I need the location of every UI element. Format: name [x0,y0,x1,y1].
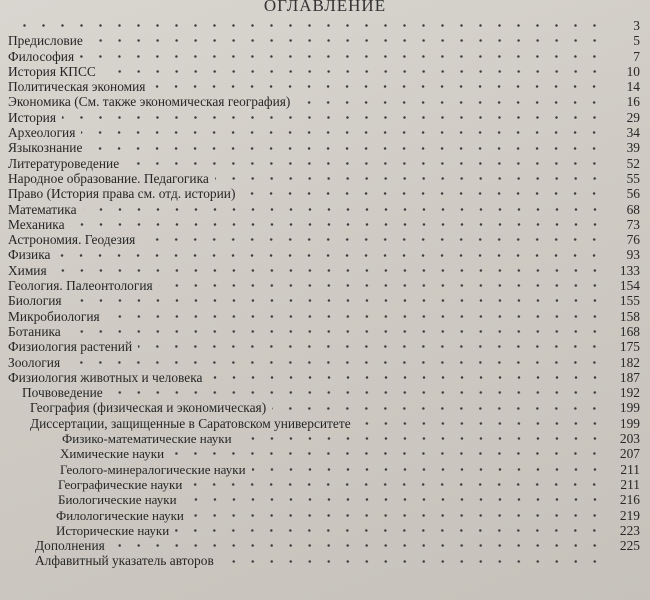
toc-row [0,523,650,538]
toc-page-number: 223 [619,522,640,538]
toc-entry-label: Филологические науки [56,507,184,523]
toc-row [0,309,650,324]
dot-leader [11,24,604,27]
toc-page-number: 14 [626,79,640,95]
toc-page-number: 219 [619,507,640,523]
toc-row [0,64,650,79]
page-title: ОГЛАВЛЕНИЕ [263,0,387,15]
toc-entry-label: Геология. Палеонтология [8,278,153,294]
toc-page-number: 29 [626,109,640,125]
dot-leader [151,85,604,88]
dot-leader [138,345,604,348]
dot-leader [238,437,604,440]
dot-leader [188,483,604,486]
toc-row [0,355,650,370]
toc-page-number: 3 [633,18,640,33]
dot-leader [215,177,604,180]
toc-page-number: 10 [626,63,640,79]
toc-entry-label: Право (История права см. отд. истории) [8,186,236,202]
toc-entry-label: Экономика (См. также экономическая география) [8,94,291,110]
dot-leader [111,544,604,547]
toc-page-number: 73 [626,216,640,232]
toc-entry-label: Геолого-минералогические науки [60,461,246,477]
toc-page-number: 56 [626,186,640,202]
toc-page-number: 182 [619,354,640,370]
toc-row [0,79,650,94]
dot-leader [141,238,604,241]
dot-leader [272,407,604,410]
toc-page-number: 192 [619,385,640,401]
dot-leader [62,116,604,119]
toc-entry-label: Географические науки [58,476,183,492]
toc-entry-label: География (физическая и экономическая) [30,400,267,416]
toc-row [0,217,650,232]
toc-row [0,263,650,278]
toc-page-number: 154 [619,278,640,294]
toc-page-number: 16 [626,94,640,110]
toc-entry-label: Почвоведение [22,385,103,401]
toc-row [0,247,650,262]
dot-leader [71,223,604,226]
toc-entry-label: Физико-математические науки [62,431,232,447]
toc-row [0,538,650,553]
dot-leader [109,391,604,394]
toc-page-number: 203 [619,431,640,447]
dot-leader [252,468,604,471]
toc-row [0,110,650,125]
toc-page-number: 68 [626,201,640,217]
dot-leader [183,498,604,501]
toc-row [0,385,650,400]
toc-entry-label: Языкознание [8,140,83,156]
toc-page-number: 199 [619,415,640,431]
toc-entry-label: Предисловие [8,33,83,49]
toc-page-number: 5 [633,33,640,49]
toc-row [0,477,650,492]
toc-row [0,171,650,186]
toc-entry-label: Биология [8,293,62,309]
toc-entry-label: Алфавитный указатель авторов [35,553,214,569]
toc-page-number: 39 [626,140,640,156]
toc-row [0,293,650,308]
toc-row [0,492,650,507]
toc-entry-label: Народное образование. Педагогика [8,170,209,186]
dot-leader [56,254,604,257]
toc-page-number: 211 [620,476,640,492]
toc-row [0,278,650,293]
toc-entry-label: Исторические науки [56,522,170,538]
toc-entry-label: Механика [8,216,65,232]
toc-page-number: 76 [626,232,640,248]
toc-entry-label: Диссертации, защищенные в Саратовском университете [30,415,351,431]
toc-entry-label: Ботаника [8,323,61,339]
toc-row [0,94,650,109]
dot-leader [220,560,604,563]
toc-page-number: 187 [619,369,640,385]
toc-entry-label: История КПСС [8,63,96,79]
dot-leader [89,39,604,42]
toc-page-number: 55 [626,170,640,186]
toc-page-number: 133 [619,262,640,278]
toc-row [0,18,650,33]
toc-entry-label: История [8,109,57,125]
toc-row [0,33,650,48]
dot-leader [190,514,604,517]
dot-leader [102,70,604,73]
toc-page-number: 155 [619,293,640,309]
toc-entry-label: Философия [8,48,75,64]
toc-entry-label: Биологические науки [58,492,177,508]
toc-row [0,446,650,461]
toc-row [0,370,650,385]
toc-row [0,400,650,415]
toc-entry-label: Зоология [8,354,61,370]
toc-entry-label: Химия [8,262,47,278]
dot-leader [159,284,604,287]
toc-row [0,49,650,64]
toc-page-number: 7 [633,48,640,64]
toc-entry-label: Химические науки [60,446,165,462]
table-of-contents [0,18,650,569]
toc-entry-label: Астрономия. Геодезия [8,232,136,248]
toc-row [0,202,650,217]
dot-leader [241,192,604,195]
dot-leader [53,269,604,272]
toc-page-number: 52 [626,155,640,171]
toc-row [0,140,650,155]
dot-leader [80,55,604,58]
toc-entry-label: Математика [8,201,77,217]
toc-page-number: 216 [619,492,640,508]
dot-leader [81,131,604,134]
toc-row [0,339,650,354]
dot-leader [175,529,604,532]
toc-entry-label: Физиология животных и человека [8,369,203,385]
toc-row [0,431,650,446]
dot-leader [357,422,604,425]
dot-leader [209,376,605,379]
dot-leader [296,101,604,104]
toc-row [0,324,650,339]
dot-leader [66,361,604,364]
toc-entry-label: Литературоведение [8,155,120,171]
dot-leader [106,315,604,318]
toc-row [0,232,650,247]
toc-entry-label: Дополнения [35,538,105,554]
toc-row [0,553,650,568]
toc-row [0,416,650,431]
toc-page-number: 168 [619,323,640,339]
dot-leader [83,208,604,211]
dot-leader [88,147,604,150]
toc-page-number: 175 [619,339,640,355]
toc-row [0,508,650,523]
dot-leader [170,452,604,455]
toc-row [0,125,650,140]
toc-page-number: 225 [619,538,640,554]
toc-page-number: 199 [619,400,640,416]
toc-row [0,186,650,201]
toc-entry-label: Археология [8,125,76,141]
toc-page-number: 207 [619,446,640,462]
dot-leader [125,162,604,165]
toc-page-number: 34 [626,125,640,141]
dot-leader [68,299,604,302]
toc-row [0,156,650,171]
toc-entry-label: Политическая экономия [8,79,146,95]
toc-entry-label: Физиология растений [8,339,133,355]
toc-entry-label: Микробиология [8,308,100,324]
toc-row [0,462,650,477]
toc-page-number: 93 [626,247,640,263]
toc-page-number: 158 [619,308,640,324]
toc-entry-label: Физика [8,247,51,263]
toc-page-number: 211 [620,461,640,477]
dot-leader [67,330,604,333]
